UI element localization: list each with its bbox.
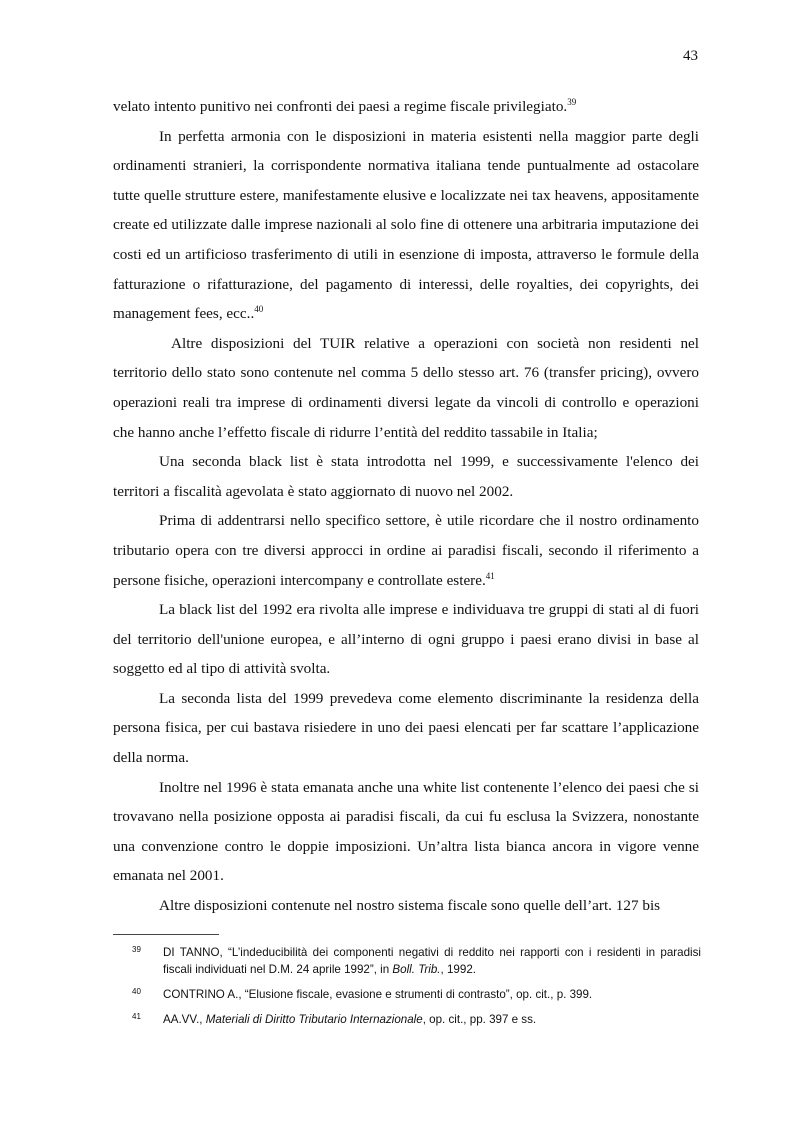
- paragraph-text: Inoltre nel 1996 è stata emanata anche una white list contenente l’elenco dei paesi che si trovavano nella posizione opposta ai paradisi fiscali, da cui fu esclusa la Svizzera, nonostante una convenzione contro le doppie imposizioni. Un’altra lista bianca ancora in vigore venne emanata nel 2001.: [113, 778, 699, 885]
- paragraph-text: Altre disposizioni contenute nel nostro sistema fiscale sono quelle dell’art. 127 bis: [159, 897, 661, 915]
- paragraph: [113, 891, 699, 921]
- paragraph-text: La seconda lista del 1999 prevedeva come elemento discriminante la residenza della persona fisica, per cui bastava risiedere in uno dei paesi elencati per far scattare l’applicazione della norma.: [113, 689, 699, 767]
- paragraph-text: velato intento punitivo nei confronti dei paesi a regime fiscale privilegiato.: [113, 98, 568, 115]
- paragraph: [113, 329, 699, 447]
- paragraph: [113, 122, 699, 329]
- footnote: [113, 944, 701, 978]
- body-text: [113, 92, 699, 921]
- paragraph-text: Una seconda black list è stata introdotta nel 1999, e successivamente l'elenco dei territori a fiscalità agevolata è stato aggiornato di nuovo nel 2002.: [113, 453, 699, 500]
- footnote-separator: [113, 934, 219, 935]
- paragraph-text: La black list del 1992 era rivolta alle imprese e individuava tre gruppi di stati al di fuori del territorio dell'unione europea, e all’interno di ogni gruppo i paesi erano divisi in base al soggetto ed al tipo di attività svolta.: [113, 601, 699, 678]
- paragraph: [113, 773, 699, 891]
- paragraph-text: Altre disposizioni del TUIR relative a operazioni con società non residenti nel territorio dello stato sono contenute nel comma 5 dello stesso art. 76 (transfer pricing), ovvero operazioni reali tra imprese di ordinamenti diversi legate da vincoli di controllo e operazioni che hanno anche l’effetto fiscale di ridurre l’entità del reddito tassabile in Italia;: [113, 334, 699, 441]
- footnote: [113, 1011, 701, 1028]
- footnote-text-before: CONTRINO A., “Elusione fiscale, evasione e strumenti di contrasto”, op. cit., p. 399.: [163, 988, 593, 1001]
- footnote-italic: Boll. Trib.: [392, 963, 441, 976]
- footnote-text-after: , 1992.: [440, 963, 476, 976]
- footnote-number: 40: [132, 987, 141, 996]
- footnote-number: 41: [132, 1012, 141, 1021]
- footnote-italic: Materiali di Diritto Tributario Internazionale: [205, 1013, 423, 1026]
- footnote-text: [163, 944, 701, 978]
- paragraph: [113, 595, 699, 684]
- paragraph: [113, 506, 699, 595]
- footnote-text: [163, 986, 701, 1003]
- footnote: [113, 986, 701, 1003]
- footnote-text-before: AA.VV.,: [163, 1013, 206, 1026]
- footnotes: [113, 944, 701, 1036]
- footnote-number: 39: [132, 945, 141, 954]
- paragraph-text: Prima di addentrarsi nello specifico settore, è utile ricordare che il nostro ordinamento tributario opera con tre diversi approcci in ordine ai paradisi fiscali, secondo il riferimento a persone fisiche, operazioni intercompany e controllate estere.: [113, 512, 699, 589]
- paragraph-text: In perfetta armonia con le disposizioni in materia esistenti nella maggior parte degli ordinamenti stranieri, la corrispondente normativa italiana tende puntualmente ad ostacolare tutte quelle strutture estere, manifestamente elusive e localizzate nei tax heavens, appositamente create ed utilizzate dalle imprese nazionali al solo fine di ottenere una arbitraria imputazione dei costi ed un artificioso trasferimento di utili in esenzione di imposta, attraverso le formule della fatturazione o rifatturazione, del pagamento di interessi, delle royalties, dei copyrights, dei management fees, ecc..: [113, 127, 699, 323]
- footnote-ref: 40: [254, 304, 264, 315]
- paragraph: [113, 447, 699, 506]
- footnote-text: [163, 1011, 701, 1028]
- paragraph: [113, 92, 699, 122]
- footnote-text-after: , op. cit., pp. 397 e ss.: [422, 1013, 537, 1026]
- paragraph: [113, 684, 699, 773]
- footnote-ref: 39: [567, 96, 577, 107]
- footnote-ref: 41: [485, 570, 495, 581]
- page-number: 43: [683, 48, 698, 64]
- footnote-text-before: DI TANNO, “L’indeducibilità dei componenti negativi di reddito nei rapporti con i residenti in paradisi fiscali individuati nel D.M. 24 aprile 1992”, in: [163, 946, 701, 976]
